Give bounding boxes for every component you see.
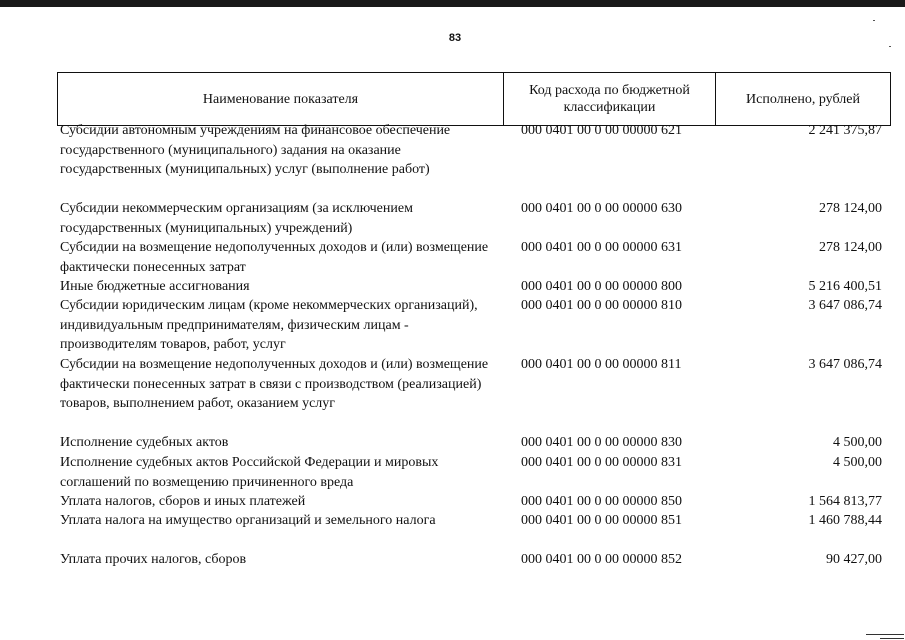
row-code: 000 0401 00 0 00 00000 631 (521, 240, 682, 255)
row-name: Субсидии некоммерческим организациям (за исключением государственных (муниципальных) учреждений) (60, 201, 413, 236)
row-code: 000 0401 00 0 00 00000 852 (521, 552, 682, 567)
row-code: 000 0401 00 0 00 00000 831 (521, 455, 682, 470)
row-code: 000 0401 00 0 00 00000 800 (521, 279, 682, 294)
row-name: Субсидии на возмещение недополученных доходов и (или) возмещение фактически понесенных затрат (60, 240, 489, 275)
row-amount: 90 427,00 (826, 552, 882, 567)
table-row (57, 199, 891, 238)
row-name: Исполнение судебных актов (60, 435, 229, 450)
row-amount: 5 216 400,51 (808, 279, 882, 294)
row-amount: 4 500,00 (833, 455, 882, 470)
row-code: 000 0401 00 0 00 00000 621 (521, 123, 682, 138)
row-amount: 2 241 375,87 (808, 123, 882, 138)
row-amount: 1 460 788,44 (808, 513, 882, 528)
row-amount: 4 500,00 (833, 435, 882, 450)
row-code: 000 0401 00 0 00 00000 630 (521, 201, 682, 216)
table-header (57, 73, 891, 126)
scan-speck (889, 46, 891, 47)
row-name: Иные бюджетные ассигнования (60, 279, 250, 294)
row-amount: 278 124,00 (819, 240, 882, 255)
table-row (57, 433, 891, 453)
row-code: 000 0401 00 0 00 00000 830 (521, 435, 682, 450)
scan-edge-mark (866, 634, 904, 635)
row-code: 000 0401 00 0 00 00000 850 (521, 494, 682, 509)
scan-top-border (0, 0, 905, 7)
table-row (57, 511, 891, 531)
row-code: 000 0401 00 0 00 00000 811 (521, 357, 682, 372)
row-code: 000 0401 00 0 00 00000 851 (521, 513, 682, 528)
row-name: Субсидии юридическим лицам (кроме некоммерческих организаций), индивидуальным предпринимателям, физическим лицам - производителям товаров, работ, услуг (60, 298, 478, 352)
scan-speck (873, 20, 875, 21)
scan-edge-mark (880, 638, 904, 639)
row-name: Уплата налога на имущество организаций и земельного налога (60, 513, 436, 528)
table-row (57, 296, 891, 355)
row-name: Уплата налогов, сборов и иных платежей (60, 494, 306, 509)
table-row (57, 121, 891, 180)
row-amount: 278 124,00 (819, 201, 882, 216)
table-row (57, 277, 891, 297)
row-name: Исполнение судебных актов Российской Федерации и мировых соглашений по возмещению причиненного вреда (60, 455, 439, 490)
row-code: 000 0401 00 0 00 00000 810 (521, 298, 682, 313)
row-amount: 1 564 813,77 (808, 494, 882, 509)
header-name: Наименование показателя (57, 73, 504, 125)
row-name: Уплата прочих налогов, сборов (60, 552, 247, 567)
table-row (57, 453, 891, 492)
row-amount: 3 647 086,74 (808, 357, 882, 372)
table-row (57, 492, 891, 512)
budget-table (57, 72, 891, 567)
page-number: 83 (448, 32, 462, 44)
table-row (57, 238, 891, 277)
table-row (57, 550, 891, 570)
header-amount: Исполнено, рублей (716, 73, 891, 125)
row-name: Субсидии автономным учреждениям на финансовое обеспечение государственного (муниципального) задания на оказание государственных (муниципальных) услуг (выполнение работ) (60, 123, 451, 177)
header-code: Код расхода по бюджетной классификации (504, 73, 716, 125)
row-amount: 3 647 086,74 (808, 298, 882, 313)
table-row (57, 355, 891, 414)
row-name: Субсидии на возмещение недополученных доходов и (или) возмещение фактически понесенных затрат в связи с производством (реализацией) товаров, выполнением работ, оказанием услуг (60, 357, 489, 411)
